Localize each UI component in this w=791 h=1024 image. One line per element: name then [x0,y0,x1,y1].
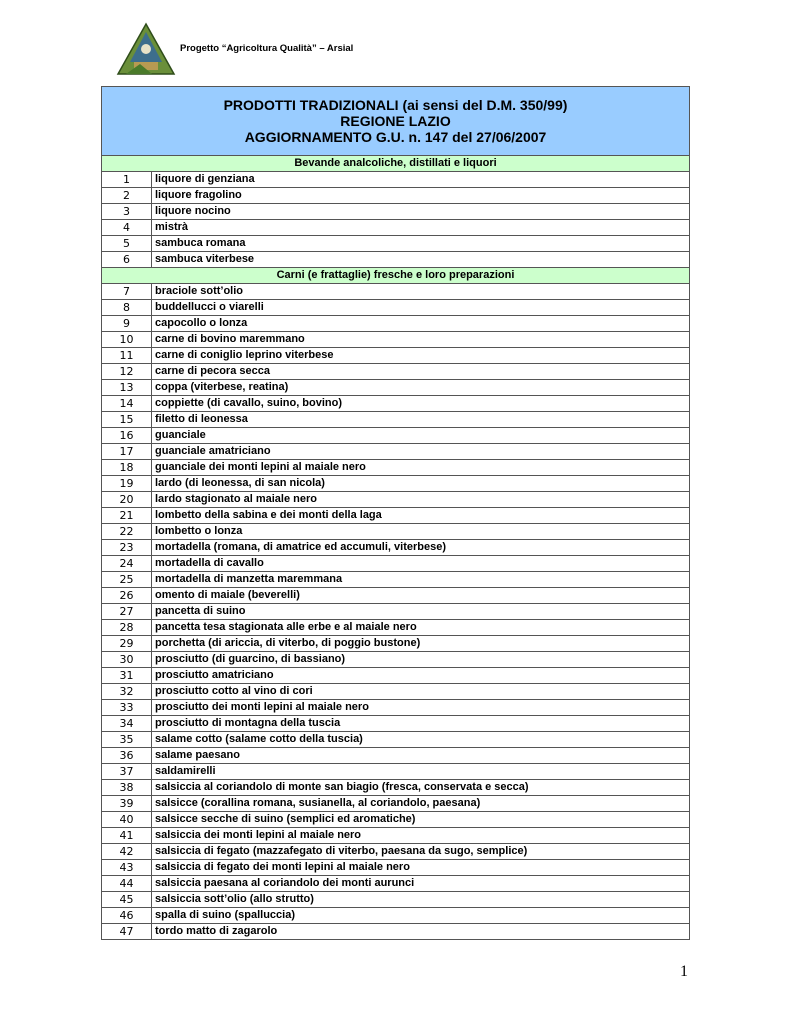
item-number: 32 [102,684,152,700]
product-name: buddellucci o viarelli [152,300,690,316]
item-number: 38 [102,780,152,796]
item-number: 35 [102,732,152,748]
table-row [102,284,690,300]
table-row [102,828,690,844]
item-number: 10 [102,332,152,348]
item-number: 15 [102,412,152,428]
product-name: braciole sott’olio [152,284,690,300]
item-number: 40 [102,812,152,828]
table-row [102,924,690,940]
item-number: 17 [102,444,152,460]
item-number: 7 [102,284,152,300]
product-name: salsiccia di fegato dei monti lepini al maiale nero [152,860,690,876]
item-number: 42 [102,844,152,860]
table-row [102,428,690,444]
table-row [102,716,690,732]
item-number: 25 [102,572,152,588]
table-row [102,316,690,332]
table-row [102,844,690,860]
item-number: 16 [102,428,152,444]
product-name: lombetto o lonza [152,524,690,540]
table-row [102,908,690,924]
item-number: 26 [102,588,152,604]
product-name: guanciale amatriciano [152,444,690,460]
product-name: pancetta tesa stagionata alle erbe e al maiale nero [152,620,690,636]
product-name: porchetta (di ariccia, di viterbo, di poggio bustone) [152,636,690,652]
item-number: 47 [102,924,152,940]
table-row [102,620,690,636]
product-name: liquore nocino [152,204,690,220]
item-number: 11 [102,348,152,364]
product-name: salame cotto (salame cotto della tuscia) [152,732,690,748]
arsial-logo-icon [116,22,176,76]
item-number: 6 [102,252,152,268]
item-number: 37 [102,764,152,780]
product-name: carne di bovino maremmano [152,332,690,348]
item-number: 23 [102,540,152,556]
item-number: 27 [102,604,152,620]
section-header-row [102,268,690,284]
product-name: prosciutto (di guarcino, di bassiano) [152,652,690,668]
product-name: lardo (di leonessa, di san nicola) [152,476,690,492]
product-name: guanciale dei monti lepini al maiale nero [152,460,690,476]
table-title [102,87,690,156]
product-name: carne di coniglio leprino viterbese [152,348,690,364]
table-row [102,220,690,236]
table-row [102,556,690,572]
table-row [102,748,690,764]
item-number: 20 [102,492,152,508]
product-name: salame paesano [152,748,690,764]
item-number: 21 [102,508,152,524]
product-name: prosciutto cotto al vino di cori [152,684,690,700]
table-row [102,796,690,812]
page-header [116,22,676,78]
table-row [102,252,690,268]
title-line-1: PRODOTTI TRADIZIONALI (ai sensi del D.M. 350/99) [223,97,568,113]
product-name: mistrà [152,220,690,236]
product-name: liquore fragolino [152,188,690,204]
product-name: prosciutto amatriciano [152,668,690,684]
product-name: coppiette (di cavallo, suino, bovino) [152,396,690,412]
table-row [102,204,690,220]
table-row [102,588,690,604]
item-number: 19 [102,476,152,492]
table-row [102,332,690,348]
product-name: salsicce (corallina romana, susianella, al coriandolo, paesana) [152,796,690,812]
table-row [102,524,690,540]
page-number: 1 [680,963,688,980]
item-number: 36 [102,748,152,764]
section-heading: Carni (e frattaglie) fresche e loro preparazioni [102,268,690,284]
header-project-text: Progetto “Agricoltura Qualità” – Arsial [180,43,354,54]
product-name: sambuca viterbese [152,252,690,268]
table-row [102,460,690,476]
item-number: 9 [102,316,152,332]
item-number: 12 [102,364,152,380]
table-row [102,348,690,364]
table-row [102,300,690,316]
product-name: salsiccia paesana al coriandolo dei monti aurunci [152,876,690,892]
table-row [102,508,690,524]
table-row [102,876,690,892]
table-row [102,684,690,700]
product-name: prosciutto dei monti lepini al maiale nero [152,700,690,716]
item-number: 41 [102,828,152,844]
title-row [102,87,690,156]
table-row [102,668,690,684]
table-row [102,540,690,556]
product-name: lardo stagionato al maiale nero [152,492,690,508]
table-row [102,172,690,188]
product-name: mortadella (romana, di amatrice ed accumuli, viterbese) [152,540,690,556]
item-number: 8 [102,300,152,316]
product-name: carne di pecora secca [152,364,690,380]
item-number: 34 [102,716,152,732]
table-row [102,444,690,460]
item-number: 45 [102,892,152,908]
product-name: prosciutto di montagna della tuscia [152,716,690,732]
product-name: pancetta di suino [152,604,690,620]
product-name: mortadella di cavallo [152,556,690,572]
table-row [102,604,690,620]
table-row [102,636,690,652]
table-row [102,396,690,412]
table-row [102,572,690,588]
product-name: salsiccia di fegato (mazzafegato di viterbo, paesana da sugo, semplice) [152,844,690,860]
table-row [102,892,690,908]
product-name: filetto di leonessa [152,412,690,428]
item-number: 22 [102,524,152,540]
product-name: liquore di genziana [152,172,690,188]
product-name: guanciale [152,428,690,444]
item-number: 46 [102,908,152,924]
table-row [102,700,690,716]
item-number: 3 [102,204,152,220]
product-name: capocollo o lonza [152,316,690,332]
table-row [102,812,690,828]
item-number: 1 [102,172,152,188]
title-line-2: REGIONE LAZIO [340,113,451,129]
table-row [102,236,690,252]
item-number: 28 [102,620,152,636]
section-header-row [102,156,690,172]
products-table [101,86,690,940]
table-row [102,476,690,492]
item-number: 4 [102,220,152,236]
item-number: 18 [102,460,152,476]
product-name: omento di maiale (beverelli) [152,588,690,604]
product-name: salsiccia al coriandolo di monte san biagio (fresca, conservata e secca) [152,780,690,796]
table-row [102,780,690,796]
section-heading: Bevande analcoliche, distillati e liquori [102,156,690,172]
table-row [102,764,690,780]
product-name: salsiccia sott’olio (allo strutto) [152,892,690,908]
product-name: salsiccia dei monti lepini al maiale nero [152,828,690,844]
product-name: salsicce secche di suino (semplici ed aromatiche) [152,812,690,828]
table-row [102,732,690,748]
table-row [102,380,690,396]
table-row [102,364,690,380]
item-number: 44 [102,876,152,892]
item-number: 13 [102,380,152,396]
product-name: coppa (viterbese, reatina) [152,380,690,396]
item-number: 30 [102,652,152,668]
item-number: 24 [102,556,152,572]
table-row [102,188,690,204]
item-number: 33 [102,700,152,716]
product-name: lombetto della sabina e dei monti della laga [152,508,690,524]
item-number: 2 [102,188,152,204]
item-number: 14 [102,396,152,412]
item-number: 29 [102,636,152,652]
product-name: spalla di suino (spalluccia) [152,908,690,924]
item-number: 31 [102,668,152,684]
product-name: mortadella di manzetta maremmana [152,572,690,588]
product-name: sambuca romana [152,236,690,252]
item-number: 43 [102,860,152,876]
table-row [102,860,690,876]
item-number: 39 [102,796,152,812]
table-row [102,652,690,668]
item-number: 5 [102,236,152,252]
title-line-3: AGGIORNAMENTO G.U. n. 147 del 27/06/2007 [244,129,547,145]
product-name: tordo matto di zagarolo [152,924,690,940]
table-row [102,492,690,508]
product-name: saldamirelli [152,764,690,780]
table-row [102,412,690,428]
